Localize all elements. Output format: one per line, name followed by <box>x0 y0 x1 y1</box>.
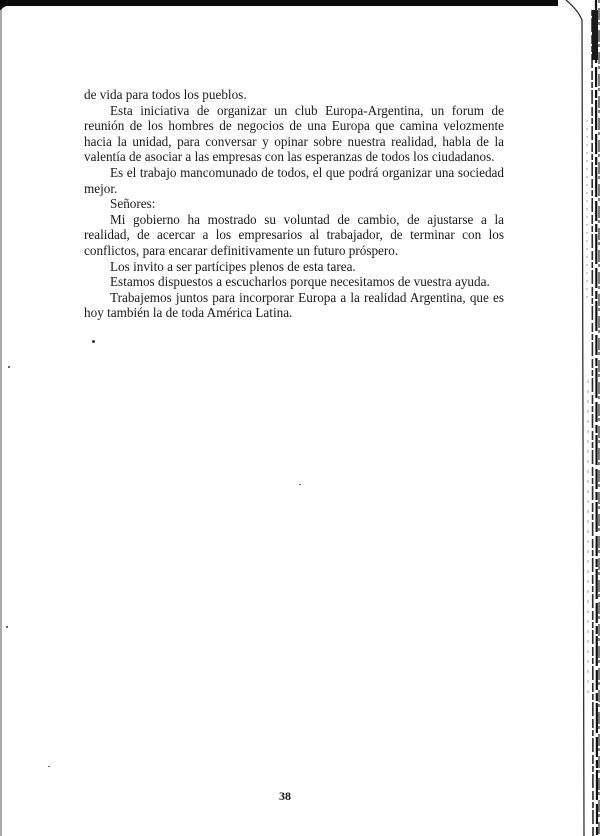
scan-speck <box>8 366 10 368</box>
page-top-edge <box>0 6 600 16</box>
scan-speck <box>48 766 50 767</box>
scan-speck <box>299 484 301 485</box>
paragraph: de vida para todos los pueblos. <box>84 87 247 102</box>
paragraph: Estamos dispuestos a escucharlos porque necesitamos de vuestra ayuda. <box>110 274 490 290</box>
paragraph: Trabajemos juntos para incorporar Europa a la realidad Argentina, que es hoy también la de toda América Latina. <box>84 289 504 321</box>
scan-right-binding-edge <box>558 0 600 836</box>
scan-left-edge <box>0 0 4 836</box>
paragraph: Es el trabajo mancomunado de todos, el que podrá organizar una sociedad mejor. <box>84 164 504 196</box>
paragraph: Señores: <box>110 196 156 212</box>
paragraph: Los invito a ser partícipes plenos de esta tarea. <box>110 258 356 274</box>
body-text <box>84 87 504 321</box>
paragraph: Esta iniciativa de organizar un club Europa-Argentina, un forum de reunión de los hombres de negocios de una Europa que camina velozmente hacia la unidad, para conversar y opinar sobre nuestra realidad, habla de la valentía de asociar a las empresas con las esperanzas de todos los ciudadanos. <box>84 102 504 165</box>
scan-speck <box>6 626 8 628</box>
paragraph: Mi gobierno ha mostrado su voluntad de cambio, de ajustarse a la realidad, de acercar a los empresarios al trabajador, de terminar con los conflictos, para encarar definitivamente un futuro próspero. <box>84 211 504 258</box>
scan-speck <box>92 340 95 343</box>
page-number: 38 <box>279 789 291 803</box>
